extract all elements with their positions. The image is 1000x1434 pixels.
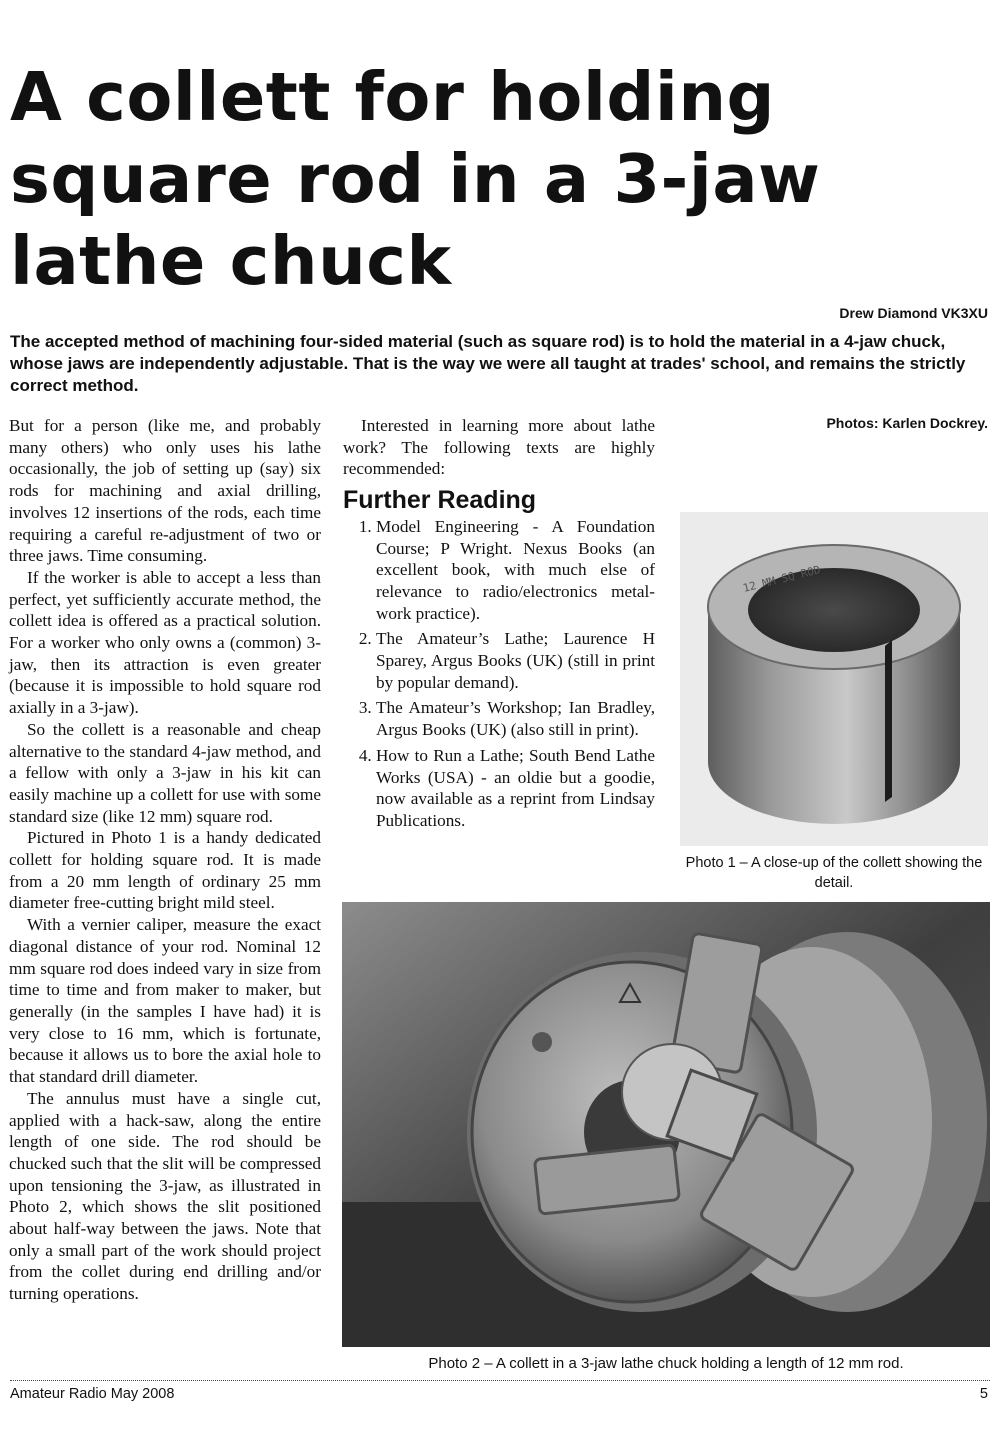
reading-item-4: 4. How to Run a Lathe; South Bend Lathe Works (USA) - an oldie but a goodie, now available as a reprint from Lindsay Publications.: [376, 745, 655, 832]
body-paragraph-3: So the collett is a reasonable and cheap alternative to the standard 4-jaw method, and a fellow with only a 3-jaw in his kit can easily machine up a collett for use with some standard size (like 12 mm) square rod.: [9, 719, 321, 826]
article-title: [10, 56, 990, 302]
photo-credit: Photos: Karlen Dockrey.: [826, 415, 988, 431]
reading-item-1: 1. Model Engineering - A Foundation Course; P Wright. Nexus Books (an excellent book, with much else of relevance to radio/electronics metal-work practice).: [376, 516, 655, 625]
page-number: 5: [979, 1386, 988, 1402]
photo-1-caption: Photo 1 – A close-up of the collett showing the detail.: [685, 855, 983, 891]
collett-engraving: 12 MM SQ ROD: [741, 563, 822, 595]
reading-item-2: 2. The Amateur’s Lathe; Laurence H Sparey, Argus Books (UK) (still in print by popular demand).: [376, 628, 655, 693]
photo-1-collett: [680, 512, 988, 846]
photo-2-caption: Photo 2 – A collett in a 3-jaw lathe chuck holding a length of 12 mm rod.: [428, 1355, 904, 1372]
body-column-2: [343, 415, 655, 836]
further-reading-list: [343, 516, 655, 832]
title-line-2: square rod in a 3-jaw: [10, 140, 821, 218]
author-byline: Drew Diamond VK3XU: [839, 305, 988, 321]
title-line-3: lathe chuck: [10, 222, 452, 300]
body-paragraph-6: The annulus must have a single cut, applied with a hack-saw, along the entire length of one side. The rod should be chucked such that the slit will be compressed upon tensioning the 3-jaw, as illustrated in Photo 2, which shows the slit positioned about half-way between the jaws. Note that only a small part of the work should project from the collet during end drilling and/or turning operations.: [9, 1088, 321, 1304]
body-column-1: [9, 415, 321, 1305]
photo-2-lathe-chuck: [342, 902, 990, 1347]
body-column-3: [716, 415, 988, 431]
body-paragraph-7: Interested in learning more about lathe work? The following texts are highly recommended:: [343, 416, 655, 479]
footer-publication: Amateur Radio May 2008: [10, 1386, 175, 1402]
body-paragraph-1: But for a person (like me, and probably many others) who only uses his lathe occasionally, the job of setting up (say) six rods for machining and axial drilling, involves 12 insertions of the rods, each time requiring a careful re-adjustment of two or three jaws. Time consuming.: [9, 416, 321, 566]
collett-illustration: [680, 512, 988, 846]
body-paragraph-2: If the worker is able to accept a less than perfect, yet sufficiently accurate method, the collett idea is offered as a practical solution. For a worker who only owns a (common) 3-jaw, then its attraction is even greater (because it is impossible to hold square rod axially in a 3-jaw).: [9, 567, 321, 718]
further-reading-heading: Further Reading: [343, 486, 537, 515]
body-paragraph-5: With a vernier caliper, measure the exact diagonal distance of your rod. Nominal 12 mm square rod does indeed vary in size from time to time and from maker to maker, but generally (in the samples I have had) it is very close to 16 mm, which is fortunate, because it allows us to bore the axial hole to that standard drill diameter.: [9, 915, 321, 1087]
body-paragraph-4: Pictured in Photo 1 is a handy dedicated collett for holding square rod. It is made from a 20 mm length of ordinary 25 mm diameter free-cutting bright mild steel.: [9, 828, 321, 913]
chuck-illustration: [342, 902, 990, 1347]
lead-paragraph: The accepted method of machining four-sided material (such as square rod) is to hold the material in a 4-jaw chuck, whose jaws are independently adjustable. That is the way we were all taught at trades' school, and remains the strictly correct method.: [10, 332, 966, 395]
title-line-1: A collett for holding: [10, 58, 776, 136]
reading-item-3: 3. The Amateur’s Workshop; Ian Bradley, Argus Books (UK) (also still in print).: [376, 697, 655, 740]
footer-rule: [10, 1380, 990, 1381]
